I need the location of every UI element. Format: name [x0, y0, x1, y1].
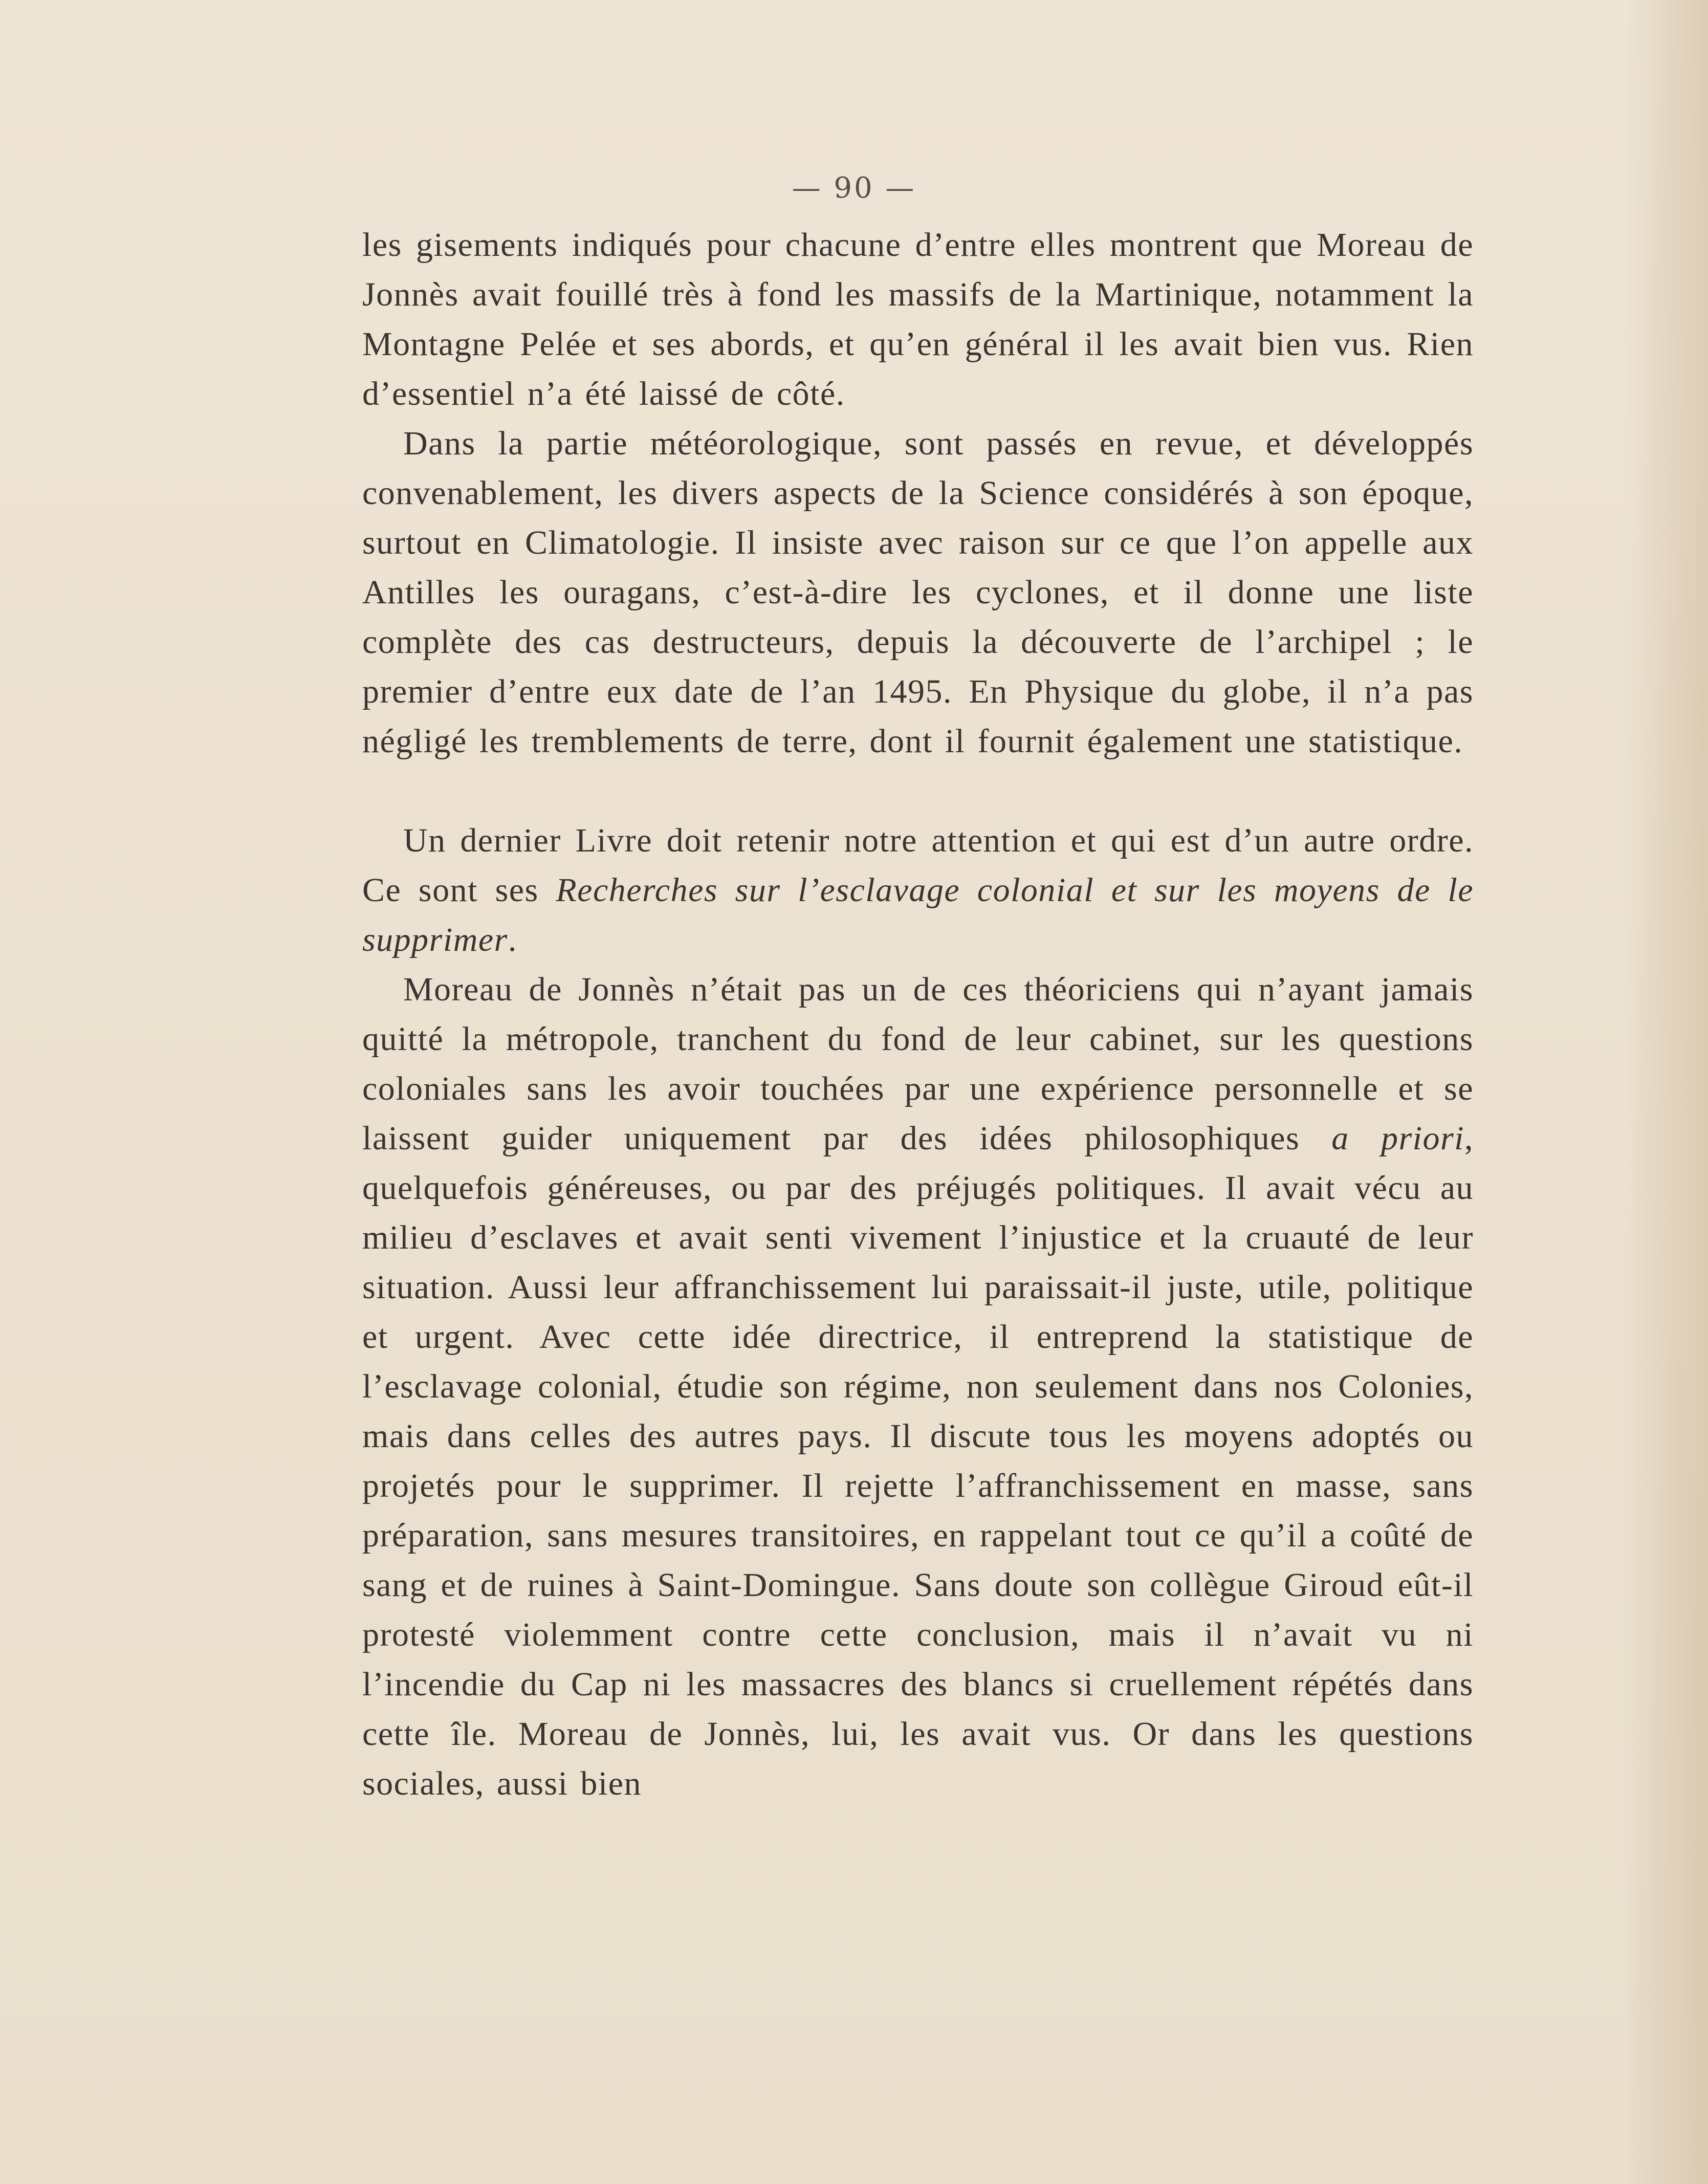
- body-text: [362, 220, 1474, 1808]
- section-gap: [362, 766, 1474, 816]
- paragraph-4: [362, 965, 1474, 1808]
- paragraph-4-text-before: Moreau de Jonnès n’était pas un de ces théoriciens qui n’ayant jamais quitté la métropole, tranchent du fond de leur cabinet, sur les questions coloniales sans les avoir touchées par une expérience personnelle et se laissent guider uniquement par des idées philosophiques: [362, 971, 1474, 1157]
- paragraph-3-text-after: .: [508, 921, 517, 958]
- book-title-italic: Recherches sur l’esclavage colonial et sur les moyens de le supprimer: [362, 871, 1474, 958]
- paragraph-3: [362, 816, 1474, 965]
- page-number: — 90 —: [792, 171, 916, 205]
- paragraph-2: Dans la partie météorologique, sont passés en revue, et développés convenablement, les divers aspects de la Science considérés à son époque, surtout en Climatologie. Il insiste avec raison sur ce que l’on appelle aux Antilles les ouragans, c’est-à-dire les cyclones, et il donne une liste complète des cas destructeurs, depuis la découverte de l’archipel ; le premier d’entre eux date de l’an 1495. En Physique du globe, il n’a pas négligé les tremblements de terre, dont il fournit également une statistique.: [362, 425, 1474, 760]
- paragraph-1: les gisements indiqués pour chacune d’entre elles montrent que Moreau de Jonnès avait fouillé très à fond les massifs de la Martinique, notamment la Montagne Pelée et ses abords, et qu’en général il les avait bien vus. Rien d’essentiel n’a été laissé de côté.: [362, 226, 1474, 412]
- paragraph-4-text-after: , quelquefois généreuses, ou par des préjugés politiques. Il avait vécu au milieu d’esclaves et avait senti vivement l’injustice et la cruauté de leur situation. Aussi leur affranchissement lui paraissait-il juste, utile, politique et urgent. Avec cette idée directrice, il entreprend la statistique de l’esclavage colonial, étudie son régime, non seulement dans nos Colonies, mais dans celles des autres pays. Il discute tous les moyens adoptés ou projetés pour le supprimer. Il rejette l’affranchissement en masse, sans préparation, sans mesures transitoires, en rappelant tout ce qu’il a coûté de sang et de ruines à Saint-Domingue. Sans doute son collègue Giroud eût-il protesté violemment contre cette conclusion, mais il n’avait vu ni l’incendie du Cap ni les massacres des blancs si cruellement répétés dans cette île. Moreau de Jonnès, lui, les avait vus. Or dans les questions sociales, aussi bien: [362, 1120, 1474, 1802]
- a-priori-italic: a priori: [1331, 1120, 1464, 1157]
- paragraph-3-text-before: Un dernier Livre doit retenir notre attention et qui est d’un autre ordre. Ce sont ses: [362, 822, 1474, 909]
